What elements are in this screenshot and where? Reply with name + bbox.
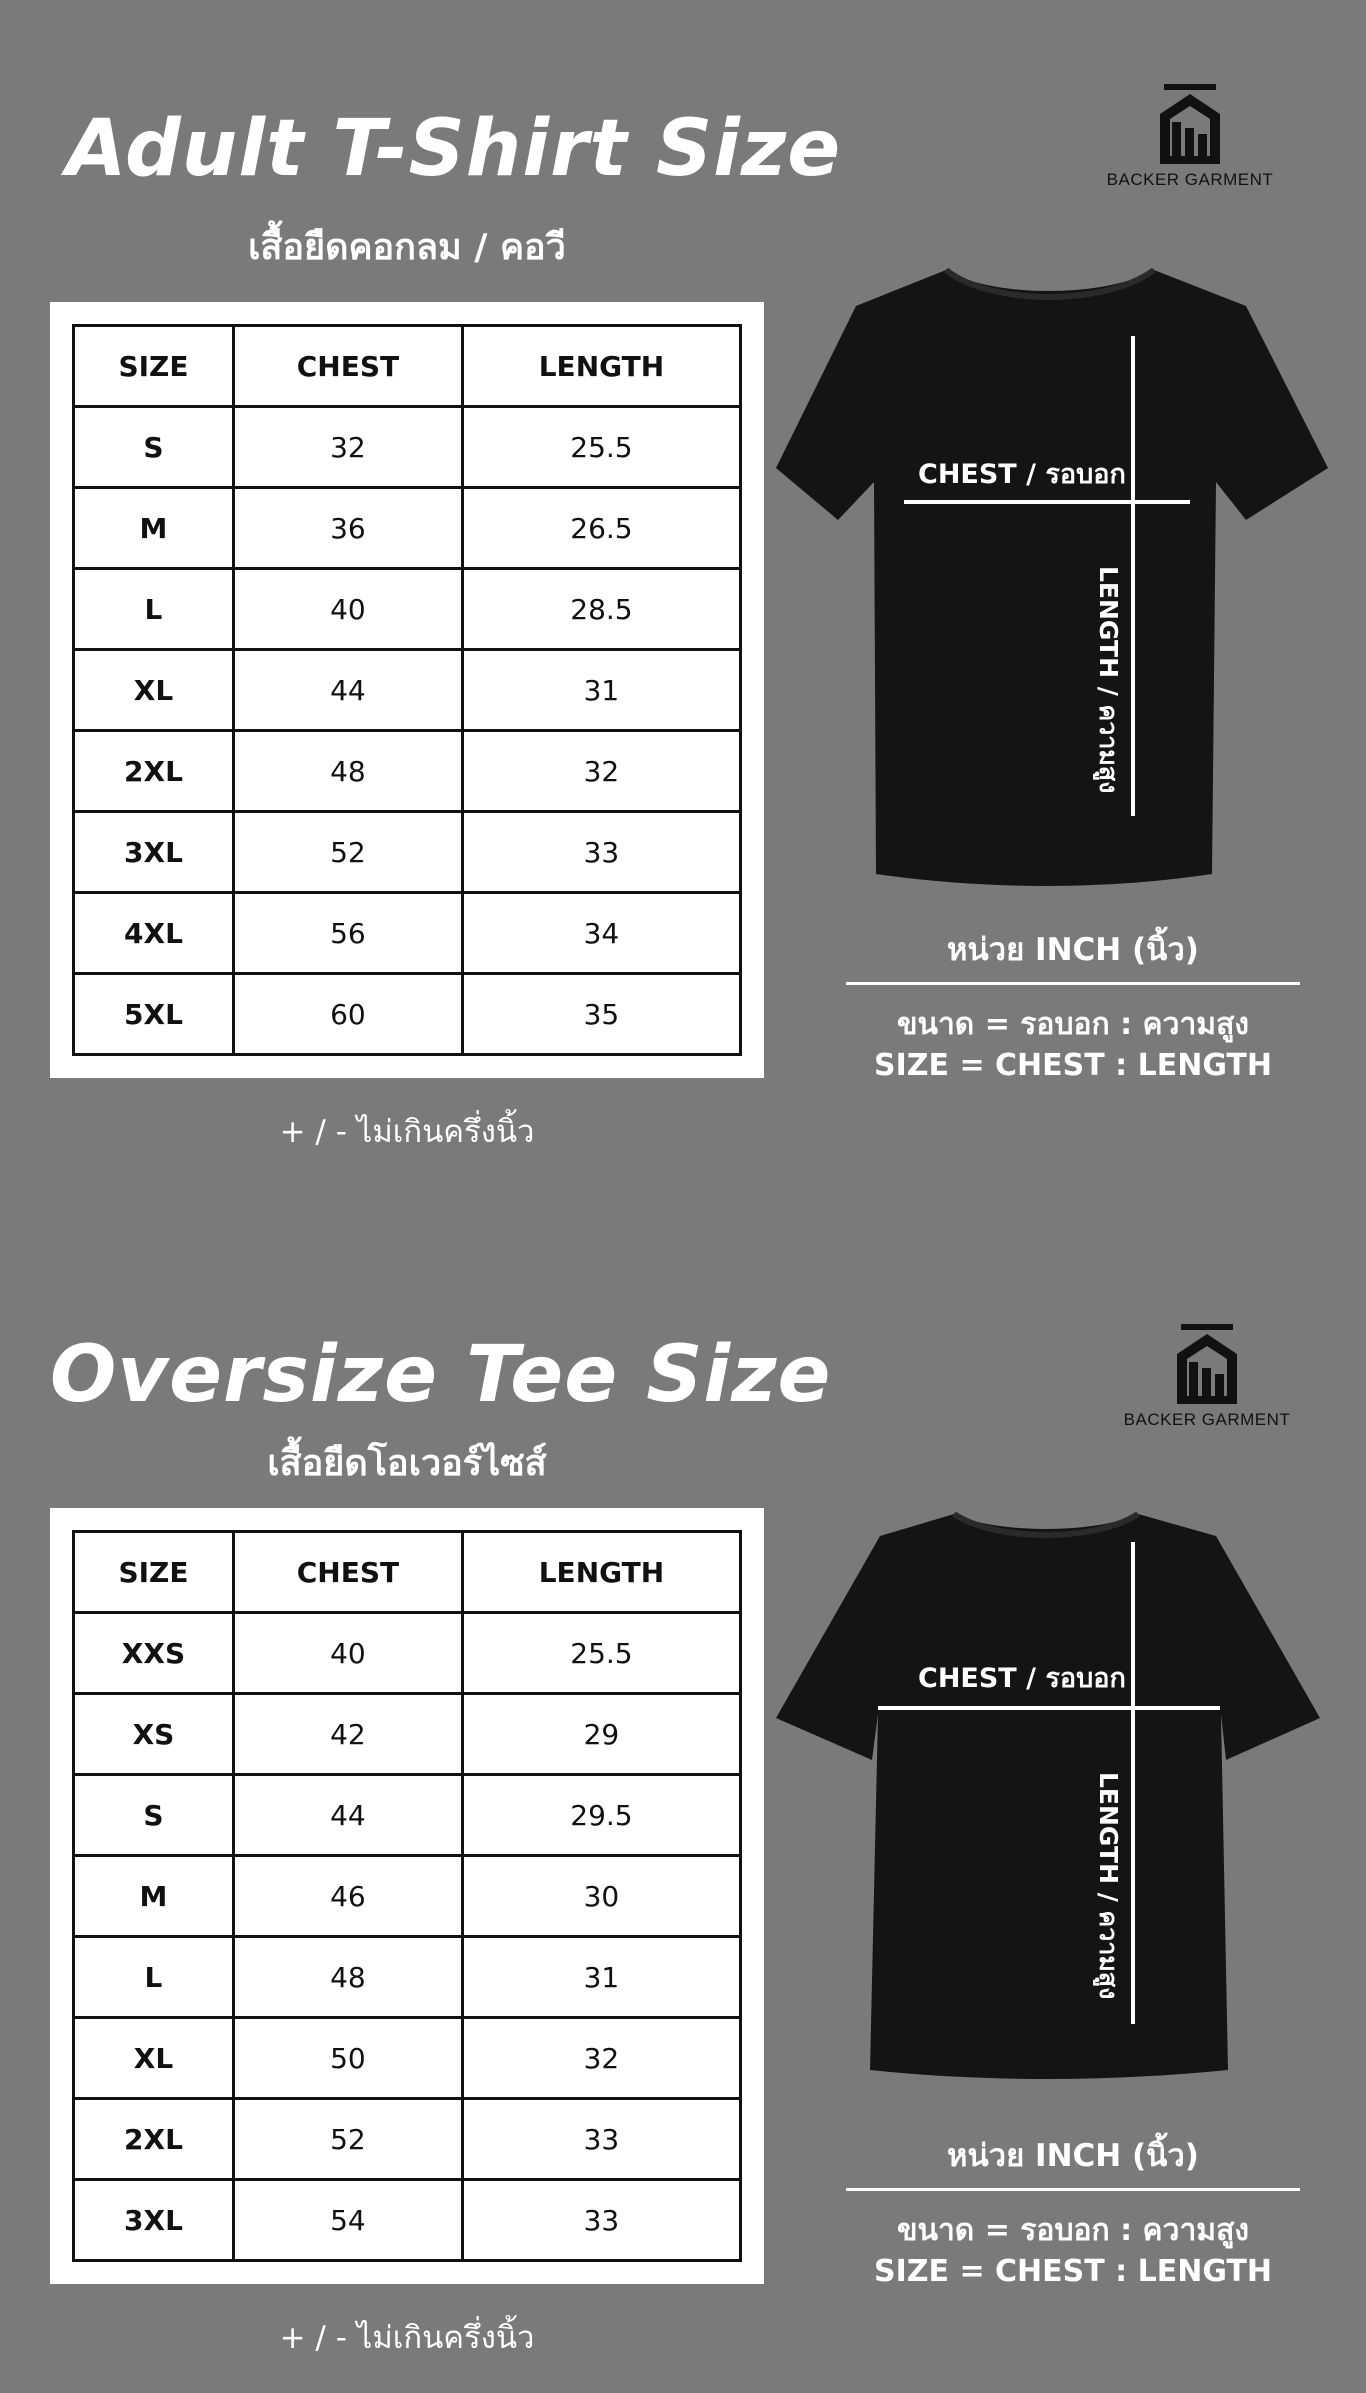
- table-row: [74, 1937, 741, 2018]
- table-row: [74, 488, 741, 569]
- chest-cell: 50: [233, 2018, 462, 2099]
- adult-chest-label: CHEST / รอบอก: [918, 459, 1126, 490]
- table-row: [74, 1613, 741, 1694]
- length-cell: 29.5: [462, 1775, 740, 1856]
- adult-formula: [846, 1004, 1300, 1086]
- header-chest: CHEST: [233, 1532, 462, 1613]
- table-row: [74, 569, 741, 650]
- oversize-formula-thai: ขนาด = รอบอก : ความสูง: [896, 2213, 1250, 2248]
- length-cell: 33: [462, 812, 740, 893]
- chest-cell: 36: [233, 488, 462, 569]
- size-cell: 3XL: [74, 812, 234, 893]
- length-cell: 28.5: [462, 569, 740, 650]
- length-cell: 25.5: [462, 1613, 740, 1694]
- table-header-row: [74, 326, 741, 407]
- table-row: [74, 812, 741, 893]
- length-cell: 32: [462, 731, 740, 812]
- size-cell: L: [74, 1937, 234, 2018]
- adult-formula-thai: ขนาด = รอบอก : ความสูง: [896, 1007, 1250, 1042]
- length-cell: 31: [462, 650, 740, 731]
- oversize-chest-label: CHEST / รอบอก: [918, 1663, 1126, 1694]
- length-cell: 35: [462, 974, 740, 1055]
- oversize-size-table-panel: [50, 1508, 764, 2284]
- header-size: SIZE: [74, 326, 234, 407]
- chest-cell: 56: [233, 893, 462, 974]
- oversize-formula: [846, 2210, 1300, 2292]
- chest-cell: 32: [233, 407, 462, 488]
- header-length: LENGTH: [462, 1532, 740, 1613]
- size-cell: S: [74, 1775, 234, 1856]
- adult-length-label: LENGTH / ความสูง: [1094, 566, 1123, 794]
- adult-formula-english: SIZE = CHEST : LENGTH: [874, 1048, 1272, 1083]
- length-cell: 29: [462, 1694, 740, 1775]
- size-cell: M: [74, 1856, 234, 1937]
- chest-cell: 60: [233, 974, 462, 1055]
- brand-name: BACKER GARMENT: [1106, 170, 1274, 189]
- chest-cell: 44: [233, 650, 462, 731]
- oversize-formula-english: SIZE = CHEST : LENGTH: [874, 2254, 1272, 2289]
- header-size: SIZE: [74, 1532, 234, 1613]
- size-cell: XL: [74, 2018, 234, 2099]
- table-row: [74, 2018, 741, 2099]
- brand-logo-icon: [1158, 84, 1222, 164]
- chest-cell: 40: [233, 569, 462, 650]
- size-cell: 2XL: [74, 731, 234, 812]
- size-cell: 3XL: [74, 2180, 234, 2261]
- chest-cell: 42: [233, 1694, 462, 1775]
- brand-name: BACKER GARMENT: [1123, 1410, 1291, 1429]
- table-row: [74, 407, 741, 488]
- size-cell: L: [74, 569, 234, 650]
- adult-subtitle: เสื้อยืดคอกลม / คอวี: [248, 227, 566, 268]
- size-cell: 5XL: [74, 974, 234, 1055]
- chest-cell: 46: [233, 1856, 462, 1937]
- chest-cell: 40: [233, 1613, 462, 1694]
- adult-tshirt-body: [776, 270, 1328, 886]
- table-row: [74, 731, 741, 812]
- size-cell: M: [74, 488, 234, 569]
- length-cell: 34: [462, 893, 740, 974]
- size-cell: XL: [74, 650, 234, 731]
- size-cell: XS: [74, 1694, 234, 1775]
- oversize-tolerance-note: + / - ไม่เกินครึ่งนิ้ว: [279, 2320, 535, 2356]
- chest-cell: 48: [233, 731, 462, 812]
- chest-cell: 44: [233, 1775, 462, 1856]
- length-cell: 33: [462, 2099, 740, 2180]
- size-cell: XXS: [74, 1613, 234, 1694]
- header-length: LENGTH: [462, 326, 740, 407]
- table-row: [74, 974, 741, 1055]
- chest-cell: 54: [233, 2180, 462, 2261]
- adult-tshirt-illustration: [776, 268, 1336, 898]
- table-row: [74, 650, 741, 731]
- oversize-size-table: [72, 1530, 742, 2262]
- adult-size-table-panel: [50, 302, 764, 1078]
- oversize-divider: [846, 2188, 1300, 2191]
- header-chest: CHEST: [233, 326, 462, 407]
- oversize-title: Oversize Tee Size: [50, 1330, 832, 1420]
- adult-divider: [846, 982, 1300, 985]
- length-cell: 30: [462, 1856, 740, 1937]
- oversize-length-label: LENGTH / ความสูง: [1094, 1772, 1123, 2000]
- length-cell: 32: [462, 2018, 740, 2099]
- size-cell: S: [74, 407, 234, 488]
- table-row: [74, 1856, 741, 1937]
- adult-size-table: [72, 324, 742, 1056]
- adult-title: Adult T-Shirt Size: [66, 104, 842, 194]
- oversize-section: [0, 1210, 1366, 2393]
- chest-cell: 48: [233, 1937, 462, 2018]
- table-row: [74, 893, 741, 974]
- size-cell: 4XL: [74, 893, 234, 974]
- table-header-row: [74, 1532, 741, 1613]
- length-cell: 26.5: [462, 488, 740, 569]
- table-row: [74, 1694, 741, 1775]
- chest-cell: 52: [233, 2099, 462, 2180]
- chest-cell: 52: [233, 812, 462, 893]
- adult-tolerance-note: + / - ไม่เกินครึ่งนิ้ว: [279, 1114, 535, 1150]
- size-cell: 2XL: [74, 2099, 234, 2180]
- table-row: [74, 1775, 741, 1856]
- oversize-unit-label: หน่วย INCH (นิ้ว): [947, 2138, 1199, 2174]
- table-row: [74, 2180, 741, 2261]
- length-cell: 25.5: [462, 407, 740, 488]
- length-cell: 33: [462, 2180, 740, 2261]
- adult-unit-label: หน่วย INCH (นิ้ว): [947, 932, 1199, 968]
- table-row: [74, 2099, 741, 2180]
- length-cell: 31: [462, 1937, 740, 2018]
- oversize-subtitle: เสื้อยืดโอเวอร์ไซส์: [267, 1443, 547, 1484]
- brand-logo: [1100, 84, 1280, 190]
